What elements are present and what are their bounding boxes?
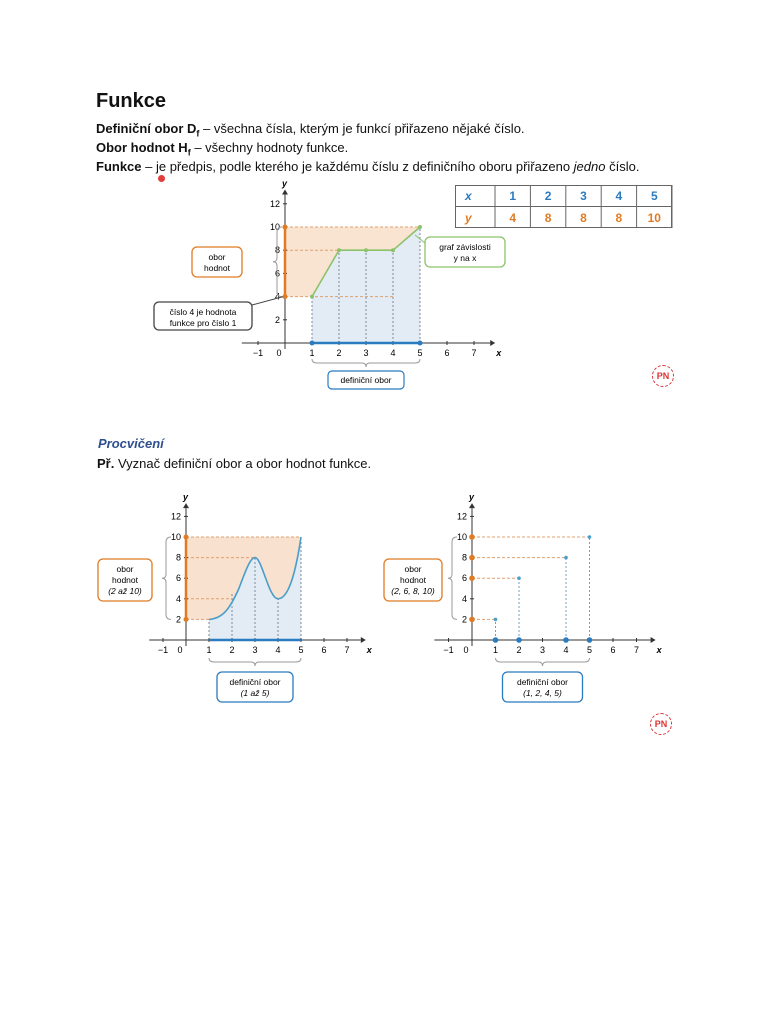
y-tick-label: 10 [456, 532, 467, 542]
x-tick-label: 0 [463, 645, 469, 655]
x-tick-label: 0 [177, 645, 183, 655]
callout-definicni-obor-text: definiční obor [340, 375, 392, 385]
y-axis-label: y [282, 178, 288, 189]
callout-definicni-obor [328, 371, 404, 389]
y-tick-label: 4 [175, 593, 181, 604]
x-tick-label: 6 [444, 348, 450, 358]
domain-brace [496, 658, 590, 666]
y-tick-label: 12 [456, 511, 467, 522]
y-axis-label: y [183, 495, 189, 503]
y-tick-label: 4 [461, 593, 467, 604]
x-tick-label: 1 [492, 645, 499, 655]
range-point [469, 617, 475, 623]
y-tick-label: 2 [461, 614, 467, 625]
table-header-x: x [465, 189, 472, 203]
y-tick-label: 10 [170, 532, 181, 542]
y-tick-label: 12 [269, 198, 280, 209]
y-tick-label: 2 [274, 314, 280, 325]
y-axis-arrow [469, 503, 475, 508]
x-tick-label: 2 [336, 348, 342, 358]
x-tick-label: 1 [309, 348, 315, 358]
y-tick-label: 12 [170, 511, 181, 522]
range-point [469, 575, 475, 581]
x-axis-arrow [651, 637, 656, 643]
table-header-y: y [465, 211, 472, 225]
chart-exercise-points [380, 495, 670, 710]
page-title: Funkce [96, 90, 167, 112]
table-cell-x: 5 [650, 189, 658, 203]
domain-endpoint [418, 341, 423, 346]
callout-definicni-obor-text: (1, 2, 4, 5) [523, 688, 562, 698]
x-tick-label: 7 [633, 645, 640, 655]
x-tick-label: 1 [206, 645, 212, 655]
y-tick-label: 6 [175, 573, 181, 584]
x-axis-arrow [490, 340, 495, 346]
x-tick-label: 3 [363, 348, 369, 358]
x-tick-label: 4 [563, 645, 569, 655]
range-endpoint [184, 617, 189, 622]
definition-range-term: Obor hodnot $H_f$ [96, 140, 191, 158]
graph-point [310, 295, 314, 299]
domain-endpoint [310, 341, 315, 346]
exercise-text: Př. Vyznač definiční obor a obor hodnot funkce. [97, 456, 372, 471]
definition-domain-term: Definiční obor $D_f$ [96, 121, 200, 139]
definition-domain [96, 121, 525, 139]
y-axis-label: y [469, 495, 475, 503]
definition-function: Funkce – je předpis, podle kterého je každému číslu z definičního oboru přiřazeno jedno číslo. [96, 159, 640, 174]
callout-graf-text: graf závislosti [439, 242, 491, 252]
x-tick-label: 3 [539, 645, 546, 655]
x-tick-label: 6 [321, 645, 327, 655]
graph-point [418, 225, 422, 229]
x-axis-label: x [496, 348, 502, 358]
callout-obor-hodnot-text: hodnot [204, 263, 230, 273]
y-tick-label: 6 [461, 573, 467, 584]
y-axis-arrow [183, 503, 189, 508]
callout-definicni-obor-text: definiční obor [516, 677, 569, 687]
x-axis-arrow [361, 637, 366, 643]
y-axis-arrow [282, 190, 288, 195]
callout-obor-hodnot [192, 247, 242, 277]
table-cell-x: 3 [580, 189, 587, 203]
table-cell-y: 8 [580, 211, 587, 225]
callout-definicni-obor [217, 672, 293, 702]
table-cell-y: 10 [647, 211, 661, 225]
domain-point [563, 637, 569, 643]
domain-brace [312, 359, 420, 367]
table-cell-x: 2 [544, 189, 552, 203]
range-brace [162, 537, 171, 619]
x-tick-label: 5 [298, 645, 304, 655]
callout-obor-hodnot-text: obor [116, 564, 134, 574]
y-tick-label: 8 [175, 552, 181, 563]
x-tick-label: 6 [610, 645, 616, 655]
callout-graf-text: y na x [453, 253, 477, 263]
table-cell-x: 1 [509, 189, 517, 203]
domain-brace [209, 658, 301, 666]
callout-obor-hodnot-text: (2, 6, 8, 10) [391, 586, 435, 596]
y-tick-label: 10 [269, 222, 280, 232]
table-cell-y: 8 [615, 211, 623, 225]
range-brace [448, 537, 457, 619]
x-tick-label: −1 [443, 645, 454, 655]
definition-function-term: Funkce [96, 159, 142, 174]
chart-function-domain-range [150, 175, 520, 395]
x-tick-label: 5 [417, 348, 423, 358]
definition-range [96, 140, 348, 158]
definition-domain-text: – všechna čísla, kterým je funkcí přiřazeno nějaké číslo. [199, 121, 525, 136]
callout-definicni-obor [503, 672, 583, 702]
range-endpoint [283, 294, 288, 299]
callout-definicni-obor-text: (1 až 5) [240, 688, 270, 698]
logo-icon: PN [650, 713, 672, 735]
x-tick-label: 4 [390, 348, 396, 358]
callout-cislo-text: číslo 4 je hodnota [169, 307, 237, 317]
callout-cislo [154, 302, 252, 330]
graph-point [364, 248, 368, 252]
logo-icon: PN [652, 365, 674, 387]
y-tick-label: 4 [274, 291, 280, 302]
x-tick-label: 7 [344, 645, 350, 655]
section-heading: Procvičení [98, 436, 164, 451]
domain-point [493, 637, 499, 643]
x-tick-label: −1 [252, 348, 264, 358]
callout-obor-hodnot-text: obor [208, 252, 226, 262]
range-point [469, 555, 475, 561]
graph-point [494, 618, 498, 622]
x-tick-label: 5 [586, 645, 593, 655]
graph-point [564, 556, 568, 560]
table-cell-y: 4 [509, 211, 517, 225]
callout-obor-hodnot [384, 559, 442, 601]
table-cell-y: 8 [544, 211, 552, 225]
y-tick-label: 2 [175, 614, 181, 625]
range-endpoint [184, 535, 189, 540]
callout-obor-hodnot-text: hodnot [112, 575, 138, 585]
domain-point [516, 637, 522, 643]
definition-range-text: – všechny hodnoty funkce. [190, 140, 349, 155]
range-point [469, 534, 475, 540]
table-cell-x: 4 [615, 189, 623, 203]
graph-point [517, 576, 521, 580]
graph-point [337, 248, 341, 252]
y-tick-label: 8 [461, 552, 467, 563]
callout-definicni-obor-text: definiční obor [229, 677, 281, 687]
graph-point [588, 535, 592, 539]
callout-obor-hodnot [98, 559, 152, 601]
callout-obor-hodnot-text: hodnot [400, 575, 426, 585]
callout-obor-hodnot-text: (2 až 10) [108, 586, 142, 596]
callout-cislo-text: funkce pro číslo 1 [169, 318, 237, 328]
x-axis-label: x [366, 645, 372, 655]
callout-obor-hodnot-text: obor [404, 564, 422, 574]
callout-graf [425, 237, 505, 267]
x-tick-label: 7 [471, 348, 477, 358]
x-tick-label: 2 [516, 645, 522, 655]
range-endpoint [283, 225, 288, 230]
domain-point [587, 637, 593, 643]
graph-point [391, 248, 395, 252]
y-tick-label: 8 [274, 245, 280, 256]
x-tick-label: 2 [229, 645, 235, 655]
x-tick-label: 3 [252, 645, 258, 655]
x-axis-label: x [656, 645, 662, 655]
x-tick-label: −1 [157, 645, 169, 655]
emphasis-jedno: jedno [573, 159, 606, 174]
y-tick-label: 6 [274, 268, 280, 279]
range-brace [273, 227, 282, 297]
x-tick-label: 0 [276, 348, 282, 358]
chart-exercise-curve [90, 495, 380, 710]
x-tick-label: 4 [275, 645, 281, 655]
